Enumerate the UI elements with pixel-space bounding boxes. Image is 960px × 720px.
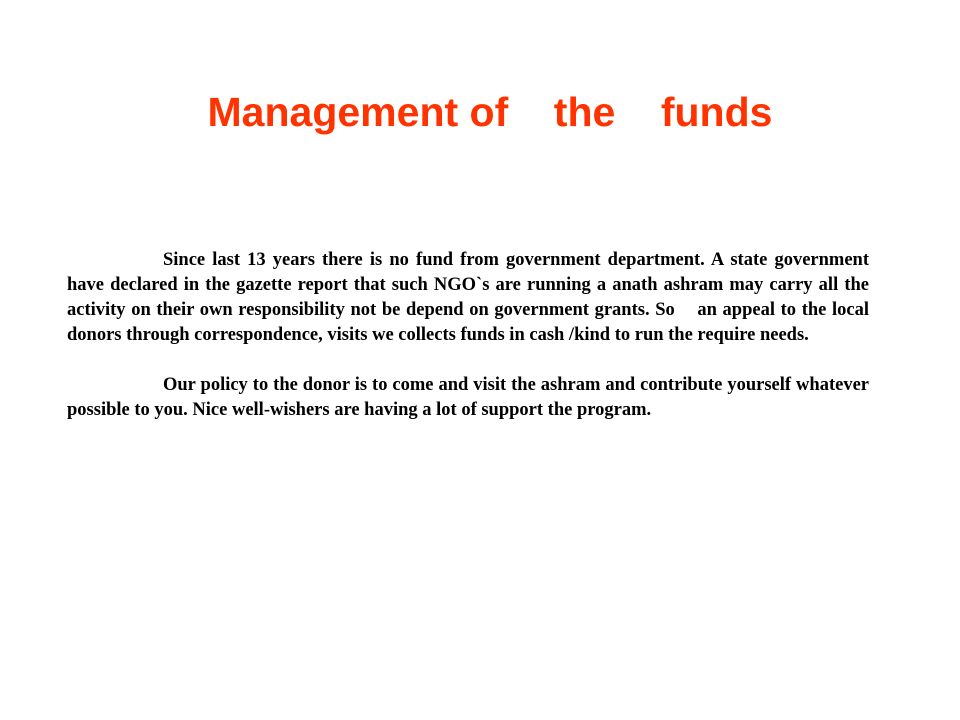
slide-title: Management of the funds: [207, 89, 773, 135]
body-text: [67, 248, 874, 423]
paragraph-donor-policy: Our policy to the donor is to come and visit the ashram and contribute yourself whatever possible to you. Nice well-wishers are having a lot of support the program.: [67, 375, 874, 420]
paragraph-funding: Since last 13 years there is no fund from government department. A state government have declared in the gazette report that such NGO`s are running a anath ashram may carry all the activity on their own responsibility not be depend on government grants. So an appeal to the local donors through correspondence, visits we collects funds in cash /kind to run the require needs.: [67, 250, 874, 345]
